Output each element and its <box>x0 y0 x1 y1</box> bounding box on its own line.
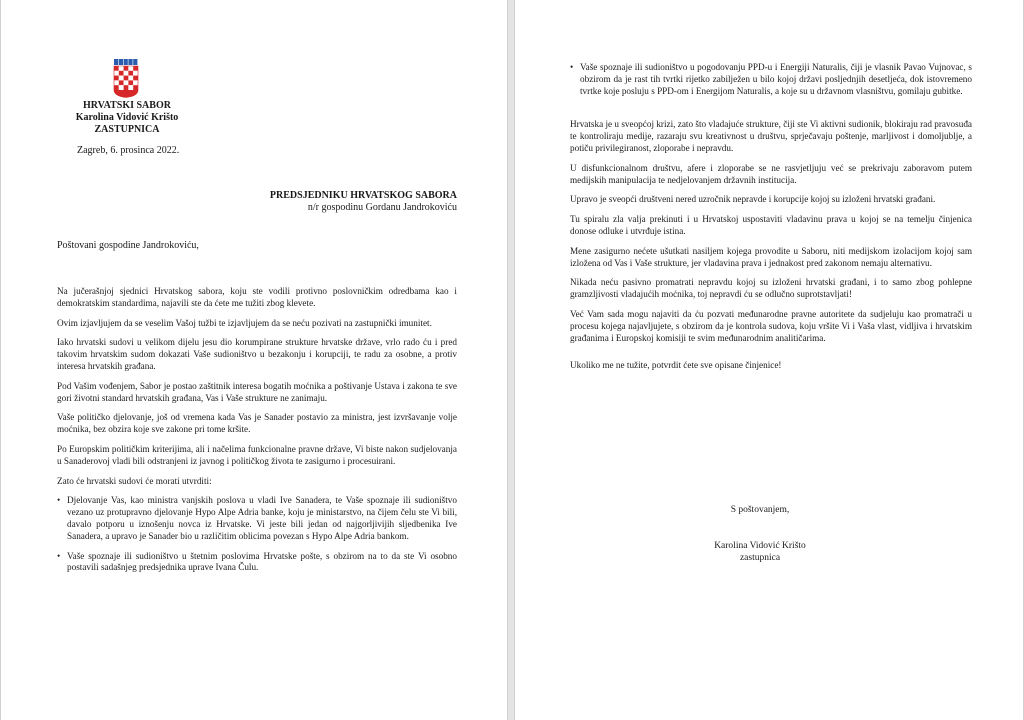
addressee-attention: n/r gospodinu Gordanu Jandrokoviću <box>307 202 457 213</box>
salutation: Poštovani gospodine Jandrokoviću, <box>57 240 199 251</box>
institution-name: HRVATSKI SABOR <box>83 100 171 111</box>
body-paragraph: Pod Vašim vođenjem, Sabor je postao zaštitnik interesa bogatih moćnika a poštivanje Ustava i zakona te sve gori životni standard hrvatskih građana, Vas i Vaše strukture ne zanimaju. <box>57 380 457 403</box>
body-paragraph: Nikada neću pasivno promatrati nepravdu kojoj su izloženi hrvatski građani, i to samo zbog pohlepne gramzljivosti vladajućih moćnika, toj nepravdi ću se odlučno suprotstavljati! <box>570 277 972 300</box>
letter-date: Zagreb, 6. prosinca 2022. <box>77 145 180 156</box>
bullet-text: Djelovanje Vas, kao ministra vanjskih poslova u vladi Ive Sanadera, te Vaše spoznaje ili sudioništvo vezano uz protupravno djelovanje Hypo Alpe Adria banke, koju je ministarstvo, na čijem čelu ste Vi bili, davalo potporu u iznošenju novca iz Hrvatske. Vi jeste bili jedan od najgorljivijih sljedbenika Ive Sanadera, a upravo je Sanader bio u različitim oblicima povezan s Hypo Alpe Adria bankom. <box>67 495 457 541</box>
body-paragraph: Na jučerašnjoj sjednici Hrvatskog sabora, koju ste vodili protivno poslovničkim odredbama kao i demokratskim standardima, najavili ste da ćete me tužiti zbog klevete. <box>57 286 457 308</box>
body-paragraph: Već Vam sada mogu najaviti da ću pozvati međunarodne pravne autoritete da sudjeluju kao promatrači u procesu kojega najavljujete, s obzirom da je kontrola sudova, koju vršite Vi i Vaša vlast, vidljiva i hrvatskim građanima i Europskoj komisiji te svim međunarodnim analitičarima. <box>570 308 972 343</box>
signature-role: zastupnica <box>739 553 781 563</box>
list-item <box>57 551 457 583</box>
body-paragraph: Iako hrvatski sudovi u velikom dijelu jesu dio korumpirane strukture hrvatske države, vrlo rado ću i pred takovim hrvatskim sudom dokazati Vaše sudioništvo u bezakonju i korupciji, te radu za osobne, a protiv interesa hrvatskih građana. <box>57 337 457 371</box>
body-paragraph: Tu spiralu zla valja prekinuti i u Hrvatskoj uspostaviti vladavinu prava u kojoj se na temelju činjenica donose odluke i utvrđuje istina. <box>570 214 972 236</box>
body-paragraph: Po Europskim političkim kriterijima, ali i načelima funkcionalne pravne države, Vi biste nakon sudjelovanja u Sanaderovoj vladi bili odstranjeni iz javnog i političkog života te zasigurno i procesuirani. <box>57 443 457 466</box>
page2-body <box>570 62 972 380</box>
bullet-icon: • <box>570 62 574 72</box>
bullet-icon: • <box>57 550 61 561</box>
signature-block <box>680 540 840 564</box>
addressee-block <box>201 190 457 214</box>
page1-body <box>57 286 457 582</box>
body-paragraph: Vaše političko djelovanje, još od vremena kada Vas je Sanader postavio za ministra, jest izvršavanje volje moćnika, bez obzira koje sve zakone pri tome kršite. <box>57 412 457 435</box>
body-paragraph: Hrvatska je u sveopćoj krizi, zato što vladajuće strukture, čiji ste Vi aktivni sudionik, blokiraju rad pravosuđa te kontroliraju medije, razaraju svu kreativnost u društvu, sprječavaju poštenje, marljivost i domoljublje, a potiču privilegiranost, zloporabe i nepravdu. <box>570 119 972 153</box>
signature-name: Karolina Vidović Krišto <box>714 541 806 551</box>
letterhead <box>57 100 197 136</box>
body-paragraph: U disfunkcionalnom društvu, afere i zloporabe se ne rasvjetljuju već se prekrivaju zaboravom putem medijskih manipulacija te nedjelovanjem državnih institucija. <box>570 162 972 185</box>
body-paragraph: Zato će hrvatski sudovi će morati utvrditi: <box>57 475 212 486</box>
addressee-title: PREDSJEDNIKU HRVATSKOG SABORA <box>269 190 457 201</box>
bullet-text: Vaše spoznaje ili sudioništvo u štetnim poslovima Hrvatske pošte, s obzirom na to da ste Vi osobno postavili sadašnjeg predsjednika uprave Ivana Čulu. <box>67 550 457 573</box>
list-item <box>57 495 457 550</box>
bullet-icon: • <box>57 495 61 506</box>
mp-role: ZASTUPNICA <box>94 124 160 135</box>
body-paragraph: Ukoliko me ne tužite, potvrdit ćete sve opisane činjenice! <box>570 360 782 371</box>
letter-page-1 <box>0 0 508 720</box>
bullet-text: Vaše spoznaje ili sudioništvo u pogodovanju PPD-u i Energiji Naturalis, čiji je vlasnik Pavao Vujnovac, s obzirom da je rast tih tvrtki rijetko zabilježen u bilo kojoj državi posljednjih desetljeća, dok istovremeno tvrtke koje posluju s PPD-om i Energijom Naturalis, a koje su u državnom vlasništvu, gomilaju gubitke. <box>580 62 972 96</box>
mp-name: Karolina Vidović Krišto <box>75 112 179 123</box>
body-paragraph: Ovim izjavljujem da se veselim Vašoj tužbi te izjavljujem da se neću pozivati na zastupnički imunitet. <box>57 317 432 328</box>
body-paragraph: Mene zasigurno nećete ušutkati nasiljem kojega provodite u Saboru, niti medijskom izolacijom kojoj sam izložena od Vas i Vaše strukture, jer vladavina prava i jednakost pred zakonom nemaju alternativu. <box>570 245 972 268</box>
croatian-coat-of-arms-icon <box>111 58 141 98</box>
closing-formula: S poštovanjem, <box>730 505 790 515</box>
list-item <box>570 62 972 105</box>
body-paragraph: Upravo je sveopći društveni nered uzročnik nepravde i korupcije kojoj su izloženi hrvatski građani. <box>570 194 936 205</box>
